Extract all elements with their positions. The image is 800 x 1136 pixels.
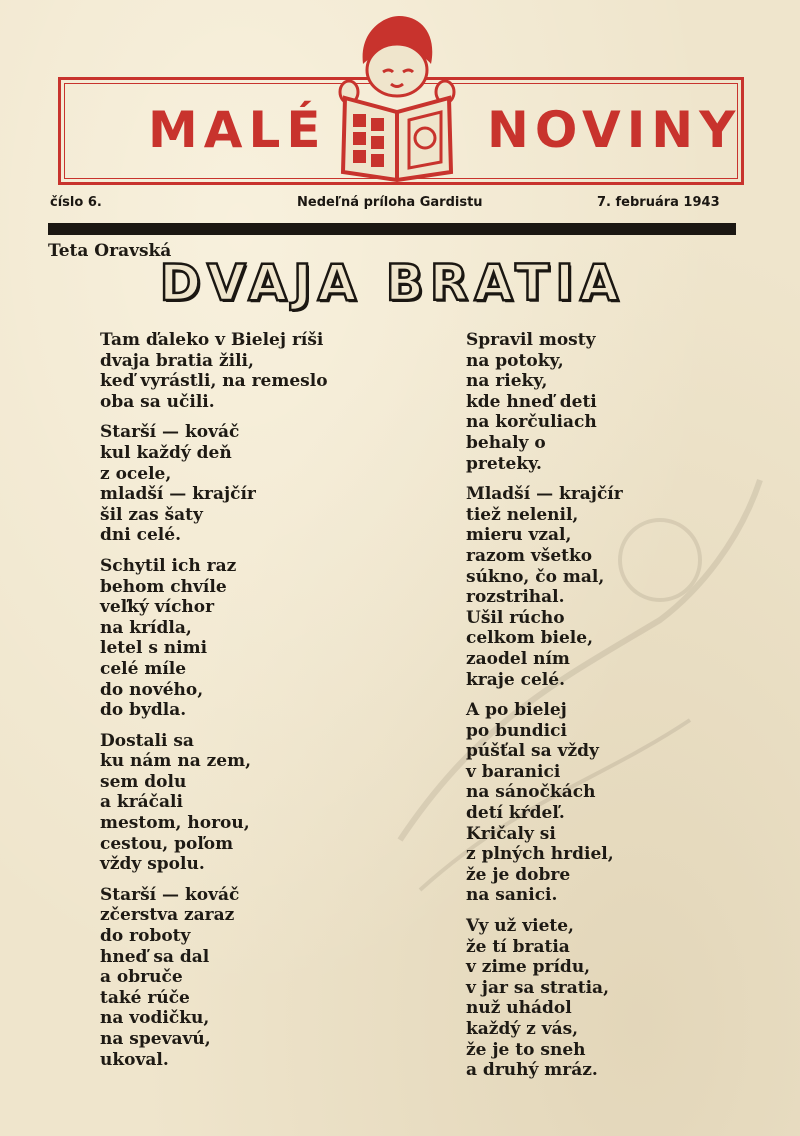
poem-line: na korčuliach <box>466 412 597 433</box>
poem-line: že je to sneh <box>466 1039 586 1060</box>
poem-line: zčerstva zaraz <box>100 905 235 926</box>
issue-date: 7. februára 1943 <box>597 195 720 210</box>
poem-line: do nového, <box>100 679 204 700</box>
poem-line: súkno, čo mal, <box>466 566 605 587</box>
poem-line: v jar sa stratia, <box>466 977 609 998</box>
poem-column-left <box>100 330 400 1080</box>
poem-line: dvaja bratia žili, <box>100 350 254 371</box>
poem-line: na sánočkách <box>466 782 596 803</box>
poem-line: na krídla, <box>100 617 192 638</box>
poem-line: Starší — kováč <box>100 884 240 905</box>
poem-line: detí kŕdeľ. <box>466 803 565 824</box>
poem-stanza <box>100 330 400 412</box>
author-name: Teta Oravská <box>48 241 172 261</box>
poem-line: behaly o <box>466 432 546 453</box>
poem-line: Schytil ich raz <box>100 555 237 576</box>
poem-line: v baranici <box>466 761 561 782</box>
poem-line: púšťal sa vždy <box>466 741 599 762</box>
poem-line: mieru vzal, <box>466 525 572 546</box>
poem-line: celkom biele, <box>466 628 594 649</box>
header-divider <box>48 223 736 235</box>
poem-line: nuž uhádol <box>466 998 572 1019</box>
poem-line: veľký víchor <box>100 597 215 618</box>
poem-line: na sanici. <box>466 885 558 906</box>
poem-line: na spevavú, <box>100 1029 211 1049</box>
poem-line: Kričaly si <box>466 823 556 844</box>
poem-line: že je dobre <box>466 864 571 885</box>
poem-line: Mladší — krajčír <box>466 484 623 505</box>
poem-line: preteky. <box>466 453 542 474</box>
poem-line: keď vyrástli, na remeslo <box>100 371 328 392</box>
poem-line: a obruče <box>100 967 183 988</box>
poem-line: Dostali sa <box>100 730 194 751</box>
poem-line: Starší — kováč <box>100 422 240 443</box>
poem-line: na potoky, <box>466 350 564 371</box>
poem-line: razom všetko <box>466 545 593 566</box>
child-reading-book-icon <box>333 12 461 182</box>
supplement-subtitle: Nedeľná príloha Gardistu <box>297 195 483 210</box>
poem-line: vždy spolu. <box>100 854 205 875</box>
poem-line: tiež nelenil, <box>466 504 579 525</box>
poem-line: na rieky, <box>466 371 548 392</box>
poem-column-right <box>466 330 766 1091</box>
poem-stanza <box>100 422 400 546</box>
poem-line: do bydla. <box>100 700 187 721</box>
poem-line: dni celé. <box>100 525 181 546</box>
poem-line: z plných hrdiel, <box>466 844 614 865</box>
poem-line: cestou, poľom <box>100 833 234 854</box>
poem-stanza <box>466 484 766 690</box>
poem-line: hneď sa dal <box>100 946 210 967</box>
poem-line: letel s nimi <box>100 638 208 659</box>
poem-line: Tam ďaleko v Bielej ríši <box>100 330 324 350</box>
poem-stanza <box>466 330 766 474</box>
poem-line: a druhý mráz. <box>466 1060 598 1081</box>
poem-line: a kráčali <box>100 792 183 813</box>
poem-line: mestom, horou, <box>100 813 250 834</box>
poem-stanza <box>466 916 766 1081</box>
poem-line: do roboty <box>100 926 191 947</box>
poem-line: kul každý deň <box>100 442 232 463</box>
poem-line: zaodel ním <box>466 648 570 669</box>
poem-line: kraje celé. <box>466 669 565 690</box>
poem-line: celé míle <box>100 658 187 679</box>
poem-line: sem dolu <box>100 771 187 792</box>
poem-line: ukoval. <box>100 1049 169 1070</box>
masthead-title-right: NOVINY <box>487 101 742 159</box>
poem-line: rozstrihal. <box>466 587 565 608</box>
poem-line: na vodičku, <box>100 1008 210 1029</box>
poem-title: DVAJA BRATIA <box>159 254 625 312</box>
poem-stanza <box>100 556 400 721</box>
masthead-title-left: MALÉ <box>148 101 327 159</box>
poem-line: Ušil rúcho <box>466 607 565 628</box>
poem-line: z ocele, <box>100 463 172 484</box>
poem-line: Vy už viete, <box>466 916 574 937</box>
poem-line: Spravil mosty <box>466 330 596 350</box>
poem-stanza <box>466 700 766 906</box>
issue-number: číslo 6. <box>50 195 102 210</box>
poem-line: kde hneď deti <box>466 391 597 412</box>
poem-line: šil zas šaty <box>100 504 203 525</box>
poem-line: po bundici <box>466 720 567 741</box>
poem-line: každý z vás, <box>466 1019 579 1039</box>
poem-line: v zime prídu, <box>466 957 591 978</box>
poem-line: mladší — krajčír <box>100 484 256 505</box>
poem-line: oba sa učili. <box>100 391 215 412</box>
poem-line: že tí bratia <box>466 936 570 957</box>
poem-line: ku nám na zem, <box>100 751 252 772</box>
poem-line: také rúče <box>100 987 190 1008</box>
poem-line: behom chvíle <box>100 576 227 597</box>
poem-line: A po bielej <box>466 700 567 721</box>
poem-stanza <box>100 885 400 1070</box>
poem-stanza <box>100 731 400 875</box>
